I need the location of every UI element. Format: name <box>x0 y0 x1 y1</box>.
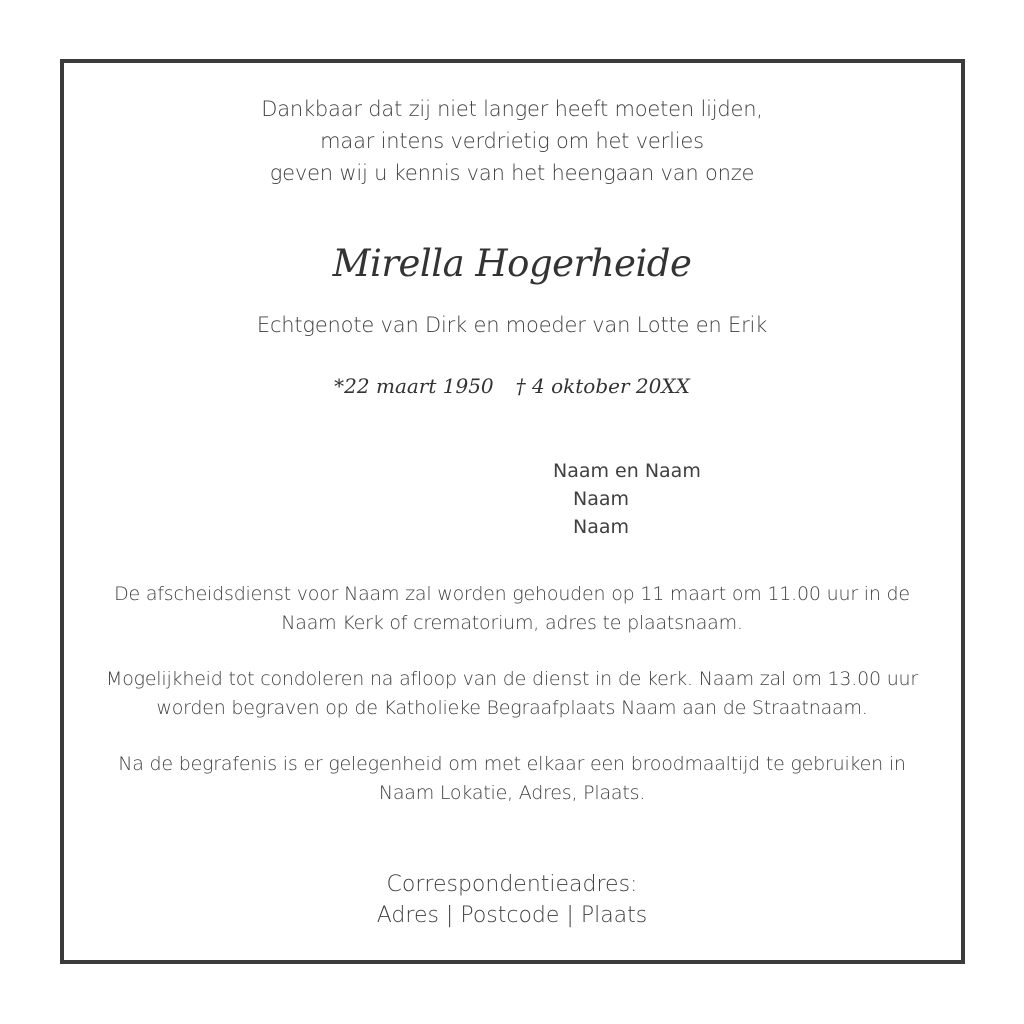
service-line-1: De afscheidsdienst voor Naam zal worden gehouden op 11 maart om 11.00 uur in de <box>114 583 910 605</box>
intro-line-3: geven wij u kennis van het heengaan van onze <box>269 161 755 185</box>
reception-line-1: Na de begrafenis is er gelegenheid om met elkaar een broodmaaltijd te gebruiken in <box>118 753 906 775</box>
correspondence-label: Correspondentieadres: <box>386 872 638 897</box>
family-line-1: Naam en Naam <box>553 460 701 482</box>
life-dates <box>0 374 1024 398</box>
intro-line-2: maar intens verdrietig om het verlies <box>320 129 704 153</box>
condolence-line-2: worden begraven op de Katholieke Begraafplaats Naam aan de Straatnaam. <box>156 697 868 719</box>
reception-line-2: Naam Lokatie, Adres, Plaats. <box>378 782 646 804</box>
deceased-name: Mirella Hogerheide <box>332 242 692 285</box>
family-line-2: Naam <box>573 488 630 510</box>
family-line-3: Naam <box>573 516 630 538</box>
relation-line: Echtgenote van Dirk en moeder van Lotte en Erik <box>256 313 768 337</box>
service-line-2: Naam Kerk of crematorium, adres te plaatsnaam. <box>281 612 743 634</box>
condolence-line-1: Mogelijkheid tot condoleren na afloop van de dienst in de kerk. Naam zal om 13.00 uur <box>106 668 918 690</box>
death-date: † 4 oktober 20XX <box>515 374 690 398</box>
intro-line-1: Dankbaar dat zij niet langer heeft moeten lijden, <box>261 97 763 121</box>
obituary-card <box>60 59 965 964</box>
birth-date: *22 maart 1950 <box>334 374 494 398</box>
correspondence-address: Adres | Postcode | Plaats <box>376 903 648 928</box>
